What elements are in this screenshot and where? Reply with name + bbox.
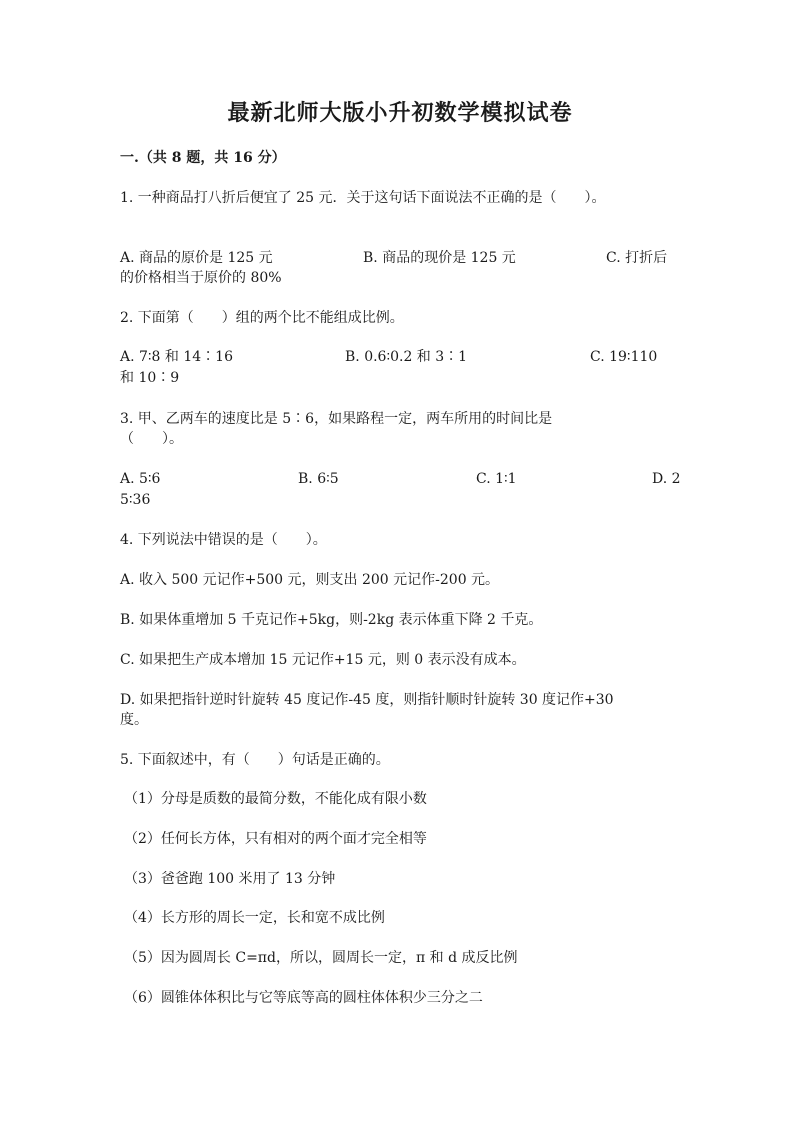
question-3-option-b: B. 6∶5 [298, 471, 339, 487]
page-title: 最新北师大版小升初数学模拟试卷 [227, 100, 573, 126]
question-3-stem: 3. 甲、乙两车的速度比是 5∶6，如果路程一定，两车所用的时间比是 [120, 411, 553, 427]
question-1-options [120, 248, 680, 268]
question-1-option-c-wrap: 的价格相当于原价的 80% [120, 270, 282, 286]
question-2-options [120, 347, 680, 367]
question-5-statement-2: （2）任何长方体，只有相对的两个面才完全相等 [124, 831, 427, 847]
question-5-stem: 5. 下面叙述中，有（ ）句话是正确的。 [120, 752, 390, 768]
question-1-option-c: C. 打折后 [606, 250, 668, 266]
question-4-choice-d: D. 如果把指针逆时针旋转 45 度记作-45 度，则指针顺时针旋转 30 度记作+30 [120, 692, 614, 708]
question-4-choice-c: C. 如果把生产成本增加 15 元记作+15 元，则 0 表示没有成本。 [120, 652, 526, 668]
question-1-option-a: A. 商品的原价是 125 元 [120, 250, 273, 266]
question-3-option-d: D. 2 [652, 471, 681, 487]
question-3-option-c: C. 1∶1 [476, 471, 517, 487]
question-1-stem: 1. 一种商品打八折后便宜了 25 元．关于这句话下面说法不正确的是（ ）。 [120, 190, 606, 206]
question-4-choice-b: B. 如果体重增加 5 千克记作+5kg，则-2kg 表示体重下降 2 千克。 [120, 612, 543, 628]
question-5-statement-4: （4）长方形的周长一定，长和宽不成比例 [124, 910, 385, 926]
question-4-stem: 4. 下列说法中错误的是（ ）。 [120, 532, 327, 548]
question-5-statement-5: （5）因为圆周长 C=πd，所以，圆周长一定，π 和 d 成反比例 [124, 950, 518, 966]
section-header: 一.（共 8 题，共 16 分） [120, 150, 286, 166]
question-2-stem: 2. 下面第（ ）组的两个比不能组成比例。 [120, 310, 404, 326]
question-3-option-d-wrap: 5∶36 [120, 492, 151, 508]
question-5-statement-6: （6）圆锥体体积比与它等底等高的圆柱体体积少三分之二 [124, 990, 483, 1006]
question-5-statement-1: （1）分母是质数的最简分数，不能化成有限小数 [124, 791, 427, 807]
question-2-option-a: A. 7∶8 和 14∶16 [120, 349, 233, 365]
question-3-option-a: A. 5∶6 [120, 471, 161, 487]
question-2-option-c-wrap: 和 10∶9 [120, 370, 180, 386]
question-4-choice-d-wrap: 度。 [120, 712, 148, 728]
question-1-option-b: B. 商品的现价是 125 元 [363, 250, 516, 266]
question-5-statement-3: （3）爸爸跑 100 米用了 13 分钟 [124, 871, 336, 887]
question-3-options [120, 469, 680, 489]
question-2-option-c: C. 19∶110 [590, 349, 658, 365]
question-3-stem-wrap: （ ）。 [120, 431, 183, 447]
question-2-option-b: B. 0.6∶0.2 和 3∶1 [345, 349, 468, 365]
question-4-choice-a: A. 收入 500 元记作+500 元，则支出 200 元记作-200 元。 [120, 572, 500, 588]
